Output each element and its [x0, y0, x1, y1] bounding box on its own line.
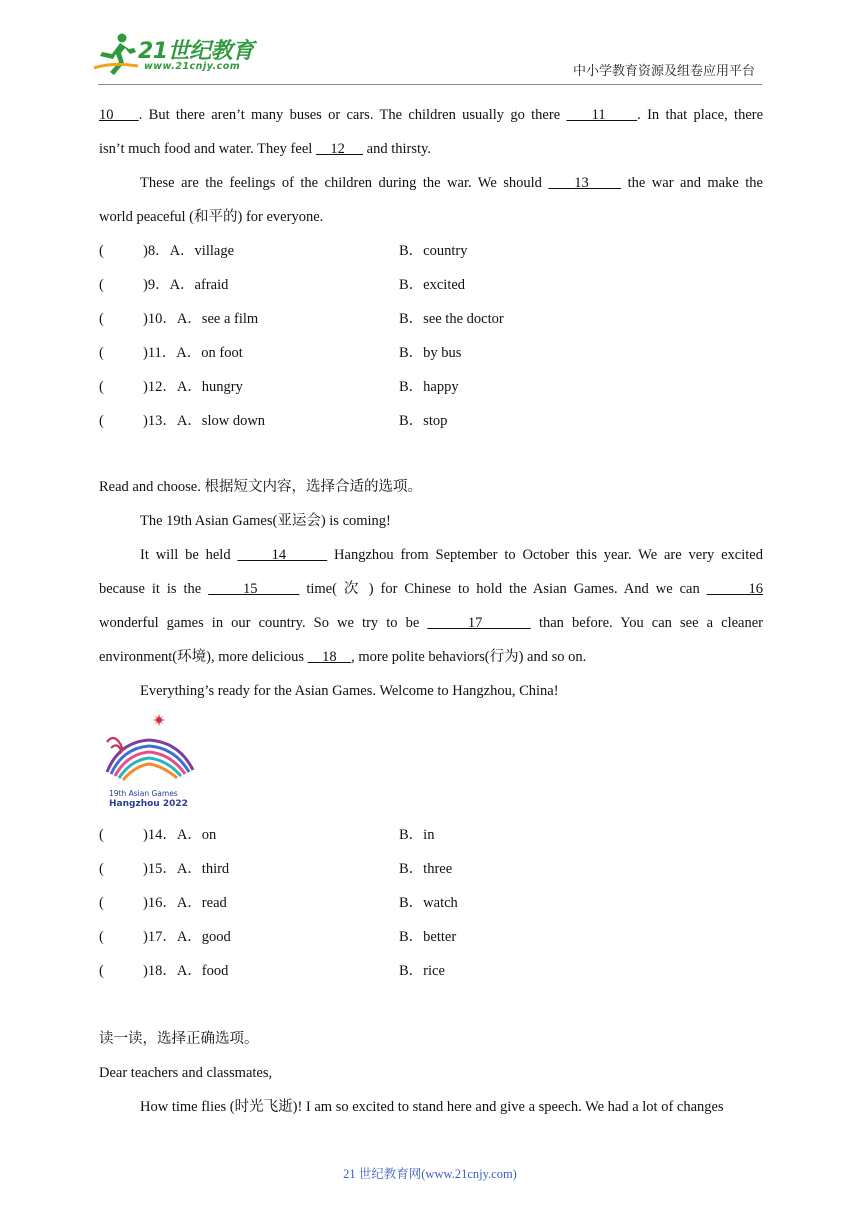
section3-greeting: Dear teachers and classmates,: [99, 1065, 273, 1081]
blank-12: 12: [315, 141, 364, 157]
section2-line2: [99, 578, 763, 600]
blank-15: 15: [208, 581, 300, 597]
passage1-line2: [99, 138, 763, 160]
text-span: , more polite behaviors(行为) and so on.: [351, 649, 587, 665]
option-b: B．in: [399, 827, 435, 843]
runner-icon: [92, 32, 140, 76]
logo-caption-2: Hangzhou 2022: [109, 799, 188, 809]
option-a: )11．A．on foot: [143, 345, 243, 361]
option-b: B．rice: [399, 963, 445, 979]
text-span: than before. You can see a cleaner: [530, 615, 763, 631]
text-span: isn’t much food and water. They feel: [99, 141, 316, 157]
text-span: Hangzhou from September to October this year. We are very excited: [327, 547, 763, 563]
option-a: )9．A．afraid: [143, 277, 229, 293]
text-span: It will be held: [140, 547, 238, 563]
platform-name: 中小学教育资源及组卷应用平台: [572, 64, 755, 79]
header-divider: [98, 84, 762, 85]
option-a: )13．A．slow down: [143, 413, 266, 429]
passage1-line3: [99, 172, 763, 194]
text-span: because it is the: [99, 581, 209, 597]
section2-title: The 19th Asian Games(亚运会) is coming!: [140, 513, 391, 529]
blank-13: 13: [548, 175, 622, 191]
logo-text: 21世纪教育: [138, 39, 254, 64]
answer-paren[interactable]: (: [99, 277, 104, 293]
text-span: wonderful games in our country. So we try to be: [99, 615, 428, 631]
passage1-line4: world peaceful (和平的) for everyone.: [99, 209, 324, 225]
passage1-line1: [99, 104, 763, 126]
text-span: . In that place, there: [637, 107, 764, 123]
answer-paren[interactable]: (: [99, 243, 104, 259]
answer-paren[interactable]: (: [99, 963, 104, 979]
page-header: [0, 0, 860, 90]
text-span: the war and make the: [621, 175, 763, 191]
text-span: time( 次 ) for Chinese to hold the Asian Games. And we can: [299, 581, 707, 597]
section2-line4: [99, 646, 763, 668]
option-b: B．three: [399, 861, 453, 877]
option-b: B．stop: [399, 413, 448, 429]
answer-paren[interactable]: (: [99, 311, 104, 327]
logo-url: www.21cnjy.com: [144, 61, 241, 72]
section3-line1: How time flies (时光飞逝)! I am so excited to stand here and give a speech. We had a lot of changes: [140, 1099, 724, 1115]
text-span: These are the feelings of the children during the war. We should: [140, 175, 549, 191]
option-a: )18．A．food: [143, 963, 229, 979]
answer-paren[interactable]: (: [99, 379, 104, 395]
answer-paren[interactable]: (: [99, 929, 104, 945]
option-a: )14．A．on: [143, 827, 217, 843]
blank-17: 17: [427, 615, 531, 631]
blank-18: 18: [307, 649, 352, 665]
option-a: )15．A．third: [143, 861, 230, 877]
blank-10-tail: [114, 107, 139, 123]
option-b: B．better: [399, 929, 457, 945]
section2-instruction: Read and choose. 根据短文内容，选择合适的选项。: [99, 479, 422, 495]
logo-caption-1: 19th Asian Games: [109, 789, 178, 798]
option-a: )16．A．read: [143, 895, 227, 911]
page-footer: 21 世纪教育网(www.21cnjy.com): [343, 1167, 517, 1181]
section2-line5: Everything’s ready for the Asian Games. Welcome to Hangzhou, China!: [140, 683, 559, 699]
answer-paren[interactable]: (: [99, 413, 104, 429]
section2-line3: [99, 612, 763, 634]
answer-paren[interactable]: (: [99, 827, 104, 843]
text-span: environment(环境), more delicious: [99, 649, 308, 665]
option-b: B．by bus: [399, 345, 462, 361]
option-b: B．watch: [399, 895, 458, 911]
option-a: )8．A．village: [143, 243, 235, 259]
option-a: )17．A．good: [143, 929, 231, 945]
option-b: B．country: [399, 243, 468, 259]
blank-16: 16: [706, 581, 763, 597]
section2-line1: [99, 544, 763, 566]
text-span: . But there aren’t many buses or cars. The children usually go there: [138, 107, 567, 123]
text-span: and thirsty.: [363, 141, 431, 157]
blank-10: 10: [99, 107, 114, 123]
option-a: )10．A．see a film: [143, 311, 259, 327]
site-logo: [92, 32, 262, 80]
answer-paren[interactable]: (: [99, 861, 104, 877]
asian-games-logo: [99, 712, 199, 812]
option-b: B．excited: [399, 277, 466, 293]
section3-instruction: 读一读，选择正确选项。: [99, 1031, 259, 1047]
option-b: B．see the doctor: [399, 311, 504, 327]
option-b: B．happy: [399, 379, 459, 395]
blank-11: 11: [566, 107, 638, 123]
option-a: )12．A．hungry: [143, 379, 243, 395]
blank-14: 14: [237, 547, 328, 563]
asian-games-emblem-icon: [99, 712, 199, 812]
answer-paren[interactable]: (: [99, 345, 104, 361]
answer-paren[interactable]: (: [99, 895, 104, 911]
